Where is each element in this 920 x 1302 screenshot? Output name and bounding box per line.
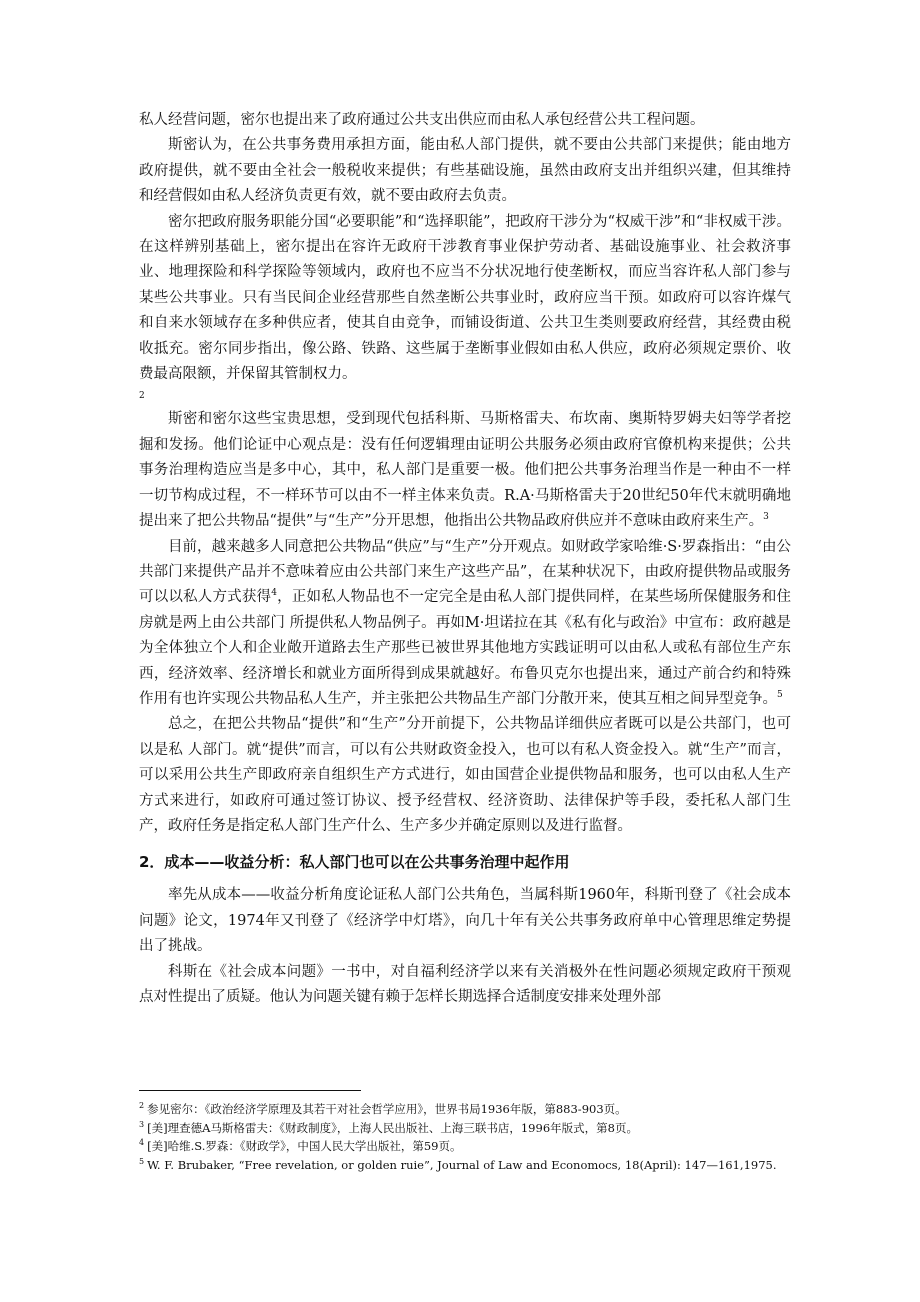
footnote-3 bbox=[139, 1119, 791, 1138]
footnote-4 bbox=[139, 1137, 791, 1156]
footnote-2 bbox=[139, 1100, 791, 1119]
paragraph-5-text-a: 目前，越来越多人同意把公共物品“供应”与“生产”分开观点。如财政学家哈维·S·罗森指出：“由公共部门来提供产品并不意味着应由公共部门来生产这些产品”，在某种状况下，由政府提供物品或服务可以以私人方式获得 bbox=[139, 538, 791, 606]
paragraph-8: 科斯在《社会成本问题》一书中，对自福利经济学以来有关消极外在性问题必须规定政府干预观点对性提出了质疑。他认为问题关键有赖于怎样长期选择合适制度安排来处理外部 bbox=[139, 963, 791, 1005]
footnote-2-number: 2 bbox=[139, 1101, 145, 1111]
paragraph-3 bbox=[139, 210, 791, 388]
body-text bbox=[139, 108, 791, 1010]
section-heading: 2．成本——收益分析：私人部门也可以在公共事务治理中起作用 bbox=[139, 853, 570, 872]
paragraph-1: 私人经营问题，密尔也提出来了政府通过公共支出供应而由私人承包经营公共工程问题。 bbox=[139, 112, 705, 128]
footnote-2-text: 参见密尔：《政治经济学原理及其若干对社会哲学应用》，世界书局1936年版，第883-903页。 bbox=[147, 1102, 627, 1116]
footnote-marker-2: 2 bbox=[139, 391, 145, 402]
footnote-3-number: 3 bbox=[139, 1119, 145, 1129]
paragraph-6: 总之，在把公共物品“提供”和“生产”分开前提下，公共物品详细供应者既可以是公共部门，也可以是私 人部门。就“提供”而言，可以有公共财政资金投入，也可以有私人资金投入。就“生产”而言，可以采用公共生产即政府亲自组织生产方式进行，如由国营企业提供物品和服务，也可以由私人生产方式来进行，如政府可通过签订协议、授予经营权、经济资助、法律保护等手段，委托私人部门生产，政府任务是指定私人部门生产什么、生产多少并确定原则以及进行监督。 bbox=[139, 716, 791, 834]
paragraph-4-text: 斯密和密尔这些宝贵思想，受到现代包括科斯、马斯格雷夫、布坎南、奥斯特罗姆夫妇等学者挖掘和发扬。他们论证中心观点是：没有任何逻辑理由证明公共服务必须由政府官僚机构来提供；公共事务治理构造应当是多中心，其中，私人部门是重要一极。他们把公共事务治理当作是一种由不一样一切节构成过程，不一样环节可以由不一样主体来负责。R.A·马斯格雷夫于20世纪50年代末就明确地提出来了把公共物品“提供”与“生产”分开思想，他指出公共物品政府供应并不意味由政府来生产。 bbox=[139, 411, 791, 530]
footnote-5-text: W. F. Brubaker, “Free revelation, or golden ruie”, Journal of Law and Economocs, 18(April): 147—161,1975. bbox=[147, 1157, 777, 1172]
paragraph-3-text: 密尔把政府服务职能分国“必要职能”和“选择职能”，把政府干涉分为“权威干涉”和“非权威干涉。在这样辨别基础上，密尔提出在容许无政府干涉教育事业保护劳动者、基础设施事业、社会救济事业、地理探险和科学探险等领域内，政府也不应当不分状况地行使垄断权，而应当容许私人部门参与某些公共事业。只有当民间企业经营那些自然垄断公共事业时，政府应当干预。如政府可以容许煤气和自来水领域存在多种供应者，使其自由竞争，而铺设街道、公共卫生类则要政府经营，其经费由税收抵充。密尔同步指出，像公路、铁路、这些属于垄断事业假如由私人供应，政府必须规定票价、收费最高限额，并保留其管制权力。 bbox=[139, 213, 791, 383]
paragraph-5-text-b: ，正如私人物品也不一定完全是由私人部门提供同样，在某些场所保健服务和住房就是两上由公共部门 所提供私人物品例子。再如M·坦诺拉在其《私有化与政治》中宣布：政府越是为全体独立个人和企业敞开道路去生产那些已被世界其他地方实践证明可以由私人或私有部位生产东西，经济效率、经济增长和就业方面所得到成果就越好。布鲁贝克尔也提出来，通过产前合约和特殊作用有也许实现公共物品私人生产，并主张把公共物品生产部门分散开来，使其互相之间异型竞争。 bbox=[139, 589, 792, 707]
footnote-4-text: [美]哈维.S.罗森：《财政学》，中国人民大学出版社，第59页。 bbox=[147, 1139, 462, 1153]
footnote-marker-3: 3 bbox=[763, 512, 769, 523]
footnotes bbox=[139, 1100, 791, 1174]
paragraph-4 bbox=[139, 407, 791, 534]
paragraph-7: 率先从成本——收益分析角度论证私人部门公共角色，当属科斯1960年，科斯刊登了《社会成本问题》论文，1974年又刊登了《经济学中灯塔》，向几十年有关公共事务政府单中心管理思维定势提出了挑战。 bbox=[139, 887, 791, 955]
footnote-marker-5: 5 bbox=[777, 690, 783, 701]
footnote-marker-4: 4 bbox=[271, 588, 277, 599]
footnote-divider bbox=[139, 1090, 361, 1091]
paragraph-2: 斯密认为，在公共事务费用承担方面，能由私人部门提供，就不要由公共部门来提供；能由地方政府提供，就不要由全社会一般税收来提供；有些基础设施，虽然由政府支出并组织兴建，但其维持和经营假如由私人经济负责更有效，就不要由政府去负责。 bbox=[139, 137, 791, 205]
footnote-5-number: 5 bbox=[139, 1156, 145, 1166]
footnote-5 bbox=[139, 1156, 791, 1175]
footnote-3-text: [美]理查德A马斯格雷夫：《财政制度》，上海人民出版社、上海三联书店，1996年版式，第8页。 bbox=[147, 1120, 638, 1135]
paragraph-5 bbox=[139, 535, 791, 713]
footnote-4-number: 4 bbox=[139, 1138, 145, 1148]
